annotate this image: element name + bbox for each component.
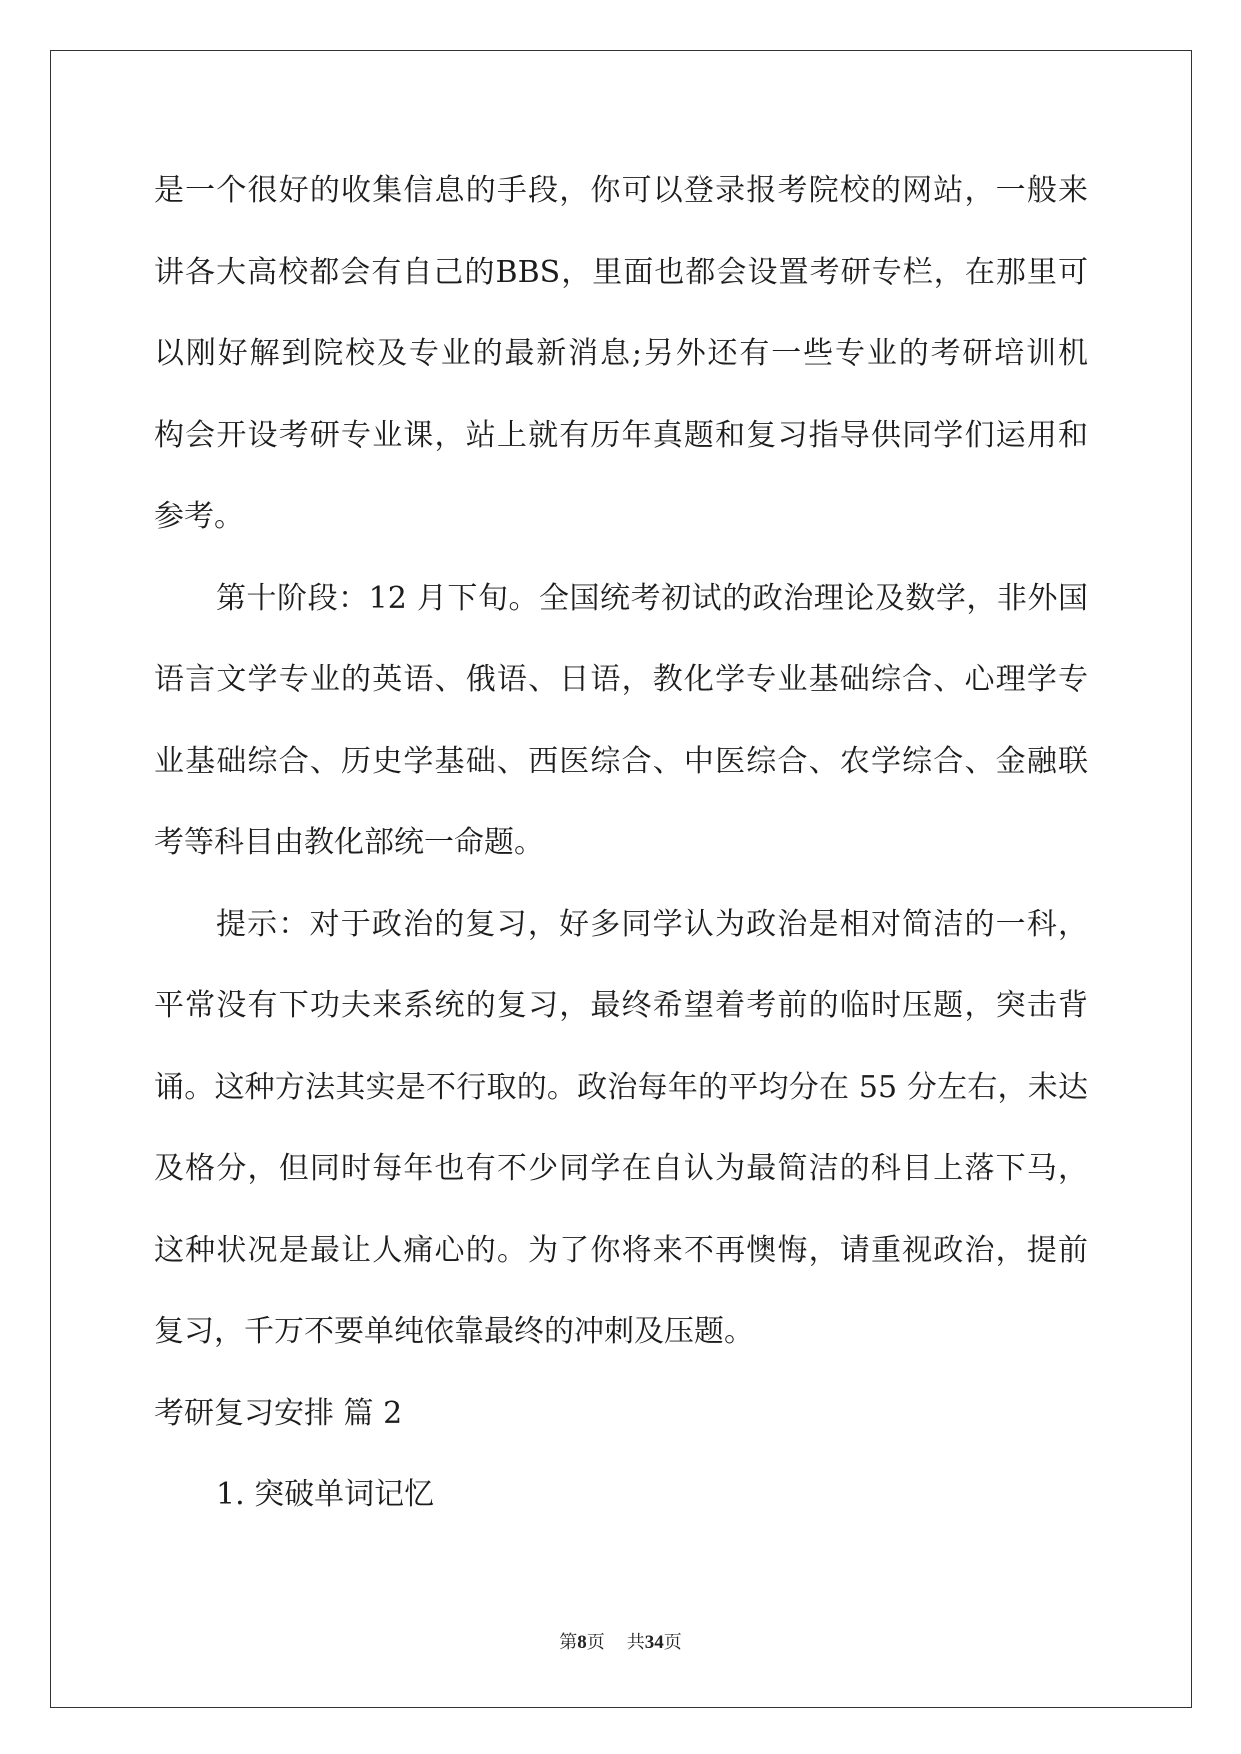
- paragraph-line: 诵。这种方法其实是不行取的。政治每年的平均分在 55 分左右，未达: [154, 1070, 1088, 1105]
- page-number: 8: [577, 1632, 587, 1653]
- list-item: 1. 突破单词记忆: [216, 1477, 435, 1512]
- paragraph-line: 平常没有下功夫来系统的复习，最终希望着考前的临时压题，突击背: [154, 988, 1088, 1023]
- paragraph-line: 语言文学专业的英语、俄语、日语，教化学专业基础综合、心理学专: [154, 662, 1088, 697]
- page-footer: [0, 1631, 1241, 1655]
- paragraph-line: 是一个很好的收集信息的手段，你可以登录报考院校的网站，一般来: [154, 173, 1088, 208]
- paragraph-line: 业基础综合、历史学基础、西医综合、中医综合、农学综合、金融联: [154, 744, 1088, 779]
- paragraph-line: 讲各大高校都会有自己的BBS，里面也都会设置考研专栏，在那里可: [154, 255, 1088, 290]
- paragraph-line: 复习，千万不要单纯依靠最终的冲刺及压题。: [154, 1314, 754, 1349]
- paragraph-line: 以刚好解到院校及专业的最新消息;另外还有一些专业的考研培训机: [154, 336, 1088, 371]
- total-pages: 34: [644, 1632, 664, 1653]
- paragraph-line: 这种状况是最让人痛心的。为了你将来不再懊悔，请重视政治，提前: [154, 1233, 1088, 1268]
- paragraph-first-line: 提示：对于政治的复习，好多同学认为政治是相对简洁的一科，: [216, 907, 1088, 942]
- paragraph-line: 及格分，但同时每年也有不少同学在自认为最简洁的科目上落下马，: [154, 1151, 1088, 1186]
- paragraph-line: 参考。: [154, 499, 244, 534]
- paragraph-first-line: 第十阶段：12 月下旬。全国统考初试的政治理论及数学，非外国: [216, 581, 1088, 616]
- total-prefix: 共: [626, 1632, 645, 1653]
- paragraph-line: 考等科目由教化部统一命题。: [154, 825, 544, 860]
- paragraph-line: 构会开设考研专业课，站上就有历年真题和复习指导供同学们运用和: [154, 418, 1088, 453]
- page-suffix: 页: [586, 1632, 605, 1653]
- page-border: [50, 50, 1192, 1708]
- page-prefix: 第: [559, 1632, 578, 1653]
- section-heading: 考研复习安排 篇 2: [154, 1396, 403, 1431]
- total-suffix: 页: [663, 1632, 682, 1653]
